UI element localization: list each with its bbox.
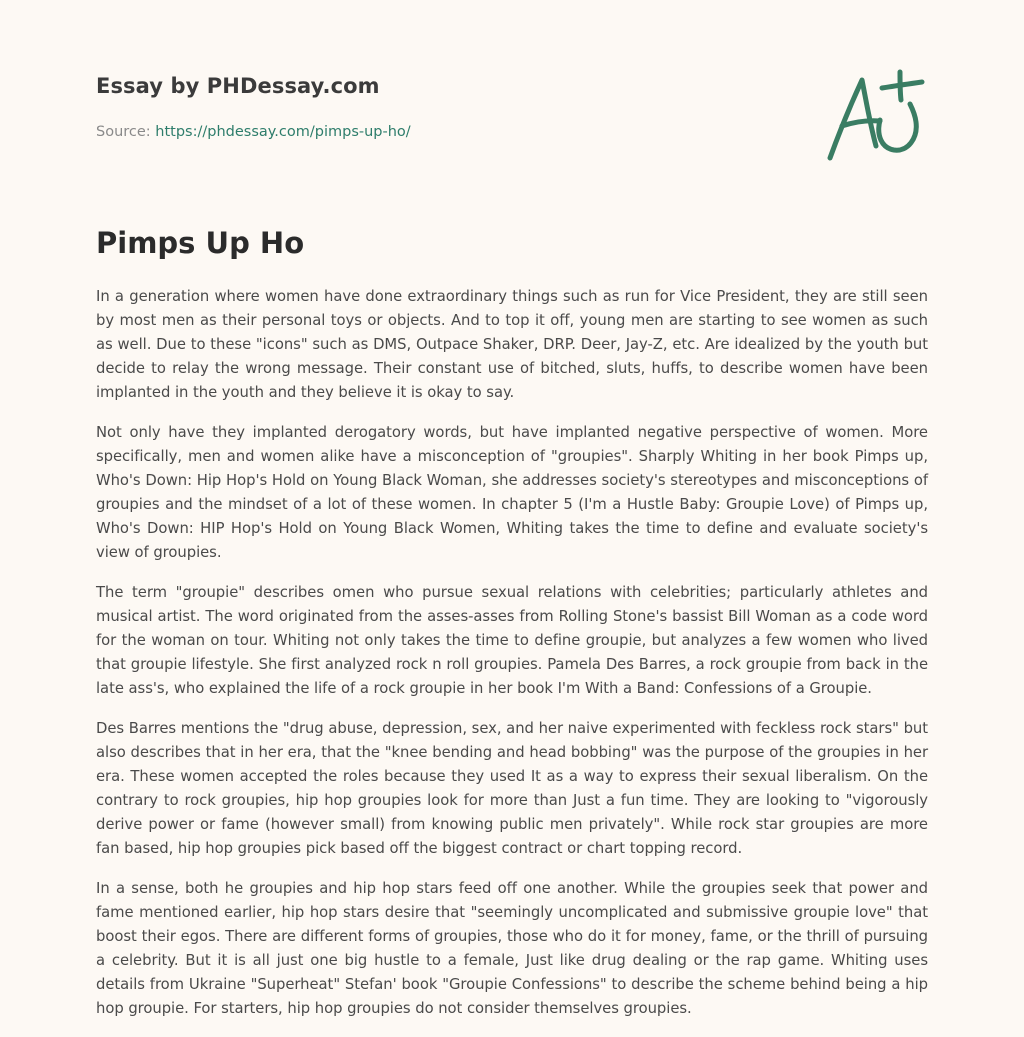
page-header [96,74,928,140]
essay-paragraph: In a generation where women have done extraordinary things such as run for Vice President, they are still seen by most men as their personal toys or objects. And to top it off, young men are starting to see women as such as well. Due to these "icons" such as DMS, Outpace Shaker, DRP. Deer, Jay-Z, etc. Are idealized by the youth but decide to relay the wrong message. Their constant use of bitched, sluts, huffs, to describe women have been implanted in the youth and they believe it is okay to say. [96,288,928,401]
a-plus-logo-svg [820,66,930,166]
source-label: Source: [96,124,151,140]
essay-paragraph: Des Barres mentions the "drug abuse, depression, sex, and her naive experimented with feckless rock stars" but also describes that in her era, that the "knee bending and head bobbing" was the purpose of the groupies in her era. These women accepted the roles because they used It as a way to express their sexual liberalism. On the contrary to rock groupies, hip hop groupies look for more than Just a fun time. They are looking to "vigorously derive power or fame (however small) from knowing public men privately". While rock star groupies are more fan based, hip hop groupies pick based off the biggest contract or chart topping record. [96,720,928,857]
source-line [96,124,411,140]
brand-title: Essay by PHDessay.com [96,74,380,98]
a-plus-grade-icon [820,66,930,166]
essay-body [96,285,928,1037]
essay-title: Pimps Up Ho [96,226,305,260]
essay-paragraph: In a sense, both he groupies and hip hop stars feed off one another. While the groupies seek that power and fame mentioned earlier, hip hop stars desire that "seemingly uncomplicated and submissive groupie love" that boost their egos. There are different forms of groupies, those who do it for money, fame, or the thrill of pursuing a celebrity. But it is all just one big hustle to a female, Just like drug dealing or the rap game. Whiting uses details from Ukraine "Superheat" Stefan' book "Groupie Confessions" to describe the scheme behind being a hip hop groupie. For starters, hip hop groupies do not consider themselves groupies. [96,880,928,1017]
essay-paragraph: Not only have they implanted derogatory words, but have implanted negative perspective of women. More specifically, men and women alike have a misconception of "groupies". Sharply Whiting in her book Pimps up, Who's Down: Hip Hop's Hold on Young Black Woman, she addresses society's stereotypes and misconceptions of groupies and the mindset of a lot of these women. In chapter 5 (I'm a Hustle Baby: Groupie Love) of Pimps up, Who's Down: HIP Hop's Hold on Young Black Women, Whiting takes the time to define and evaluate society's view of groupies. [96,424,928,561]
essay-paragraph: The term "groupie" describes omen who pursue sexual relations with celebrities; particularly athletes and musical artist. The word originated from the asses-asses from Rolling Stone's bassist Bill Woman as a code word for the woman on tour. Whiting not only takes the time to define groupie, but analyzes a few women who lived that groupie lifestyle. She first analyzed rock n roll groupies. Pamela Des Barres, a rock groupie from back in the late ass's, who explained the life of a rock groupie in her book I'm With a Band: Confessions of a Groupie. [96,584,928,697]
source-link[interactable]: https://phdessay.com/pimps-up-ho/ [155,124,411,140]
